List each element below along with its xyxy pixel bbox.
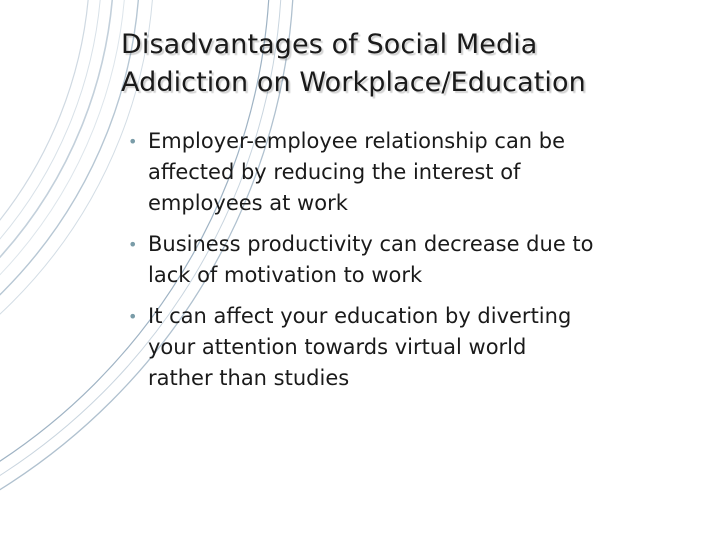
bullet-dot-icon: • bbox=[128, 235, 138, 254]
slide-title-line-1: Disadvantages of Social Media bbox=[121, 29, 538, 60]
bullet-1-line-1: Employer-employee relationship can be bbox=[148, 129, 566, 153]
slide-title bbox=[121, 26, 721, 102]
bullet-1-line-3: employees at work bbox=[148, 191, 348, 215]
bullet-dot-icon: • bbox=[128, 132, 138, 151]
slide-title-line-2: Addiction on Workplace/Education bbox=[121, 67, 586, 98]
bullet-list bbox=[126, 126, 724, 404]
bullet-1-line-2: affected by reducing the interest of bbox=[148, 160, 521, 184]
bullet-item-1 bbox=[126, 126, 724, 219]
bullet-3-line-1: It can affect your education by diverting bbox=[148, 304, 572, 328]
bullet-2-line-1: Business productivity can decrease due to bbox=[148, 232, 594, 256]
bullet-dot-icon: • bbox=[128, 307, 138, 326]
bullet-item-2 bbox=[126, 229, 724, 291]
bullet-3-line-2: your attention towards virtual world bbox=[148, 335, 527, 359]
bullet-2-line-2: lack of motivation to work bbox=[148, 263, 423, 287]
bullet-item-3 bbox=[126, 301, 724, 394]
bullet-3-line-3: rather than studies bbox=[148, 366, 350, 390]
